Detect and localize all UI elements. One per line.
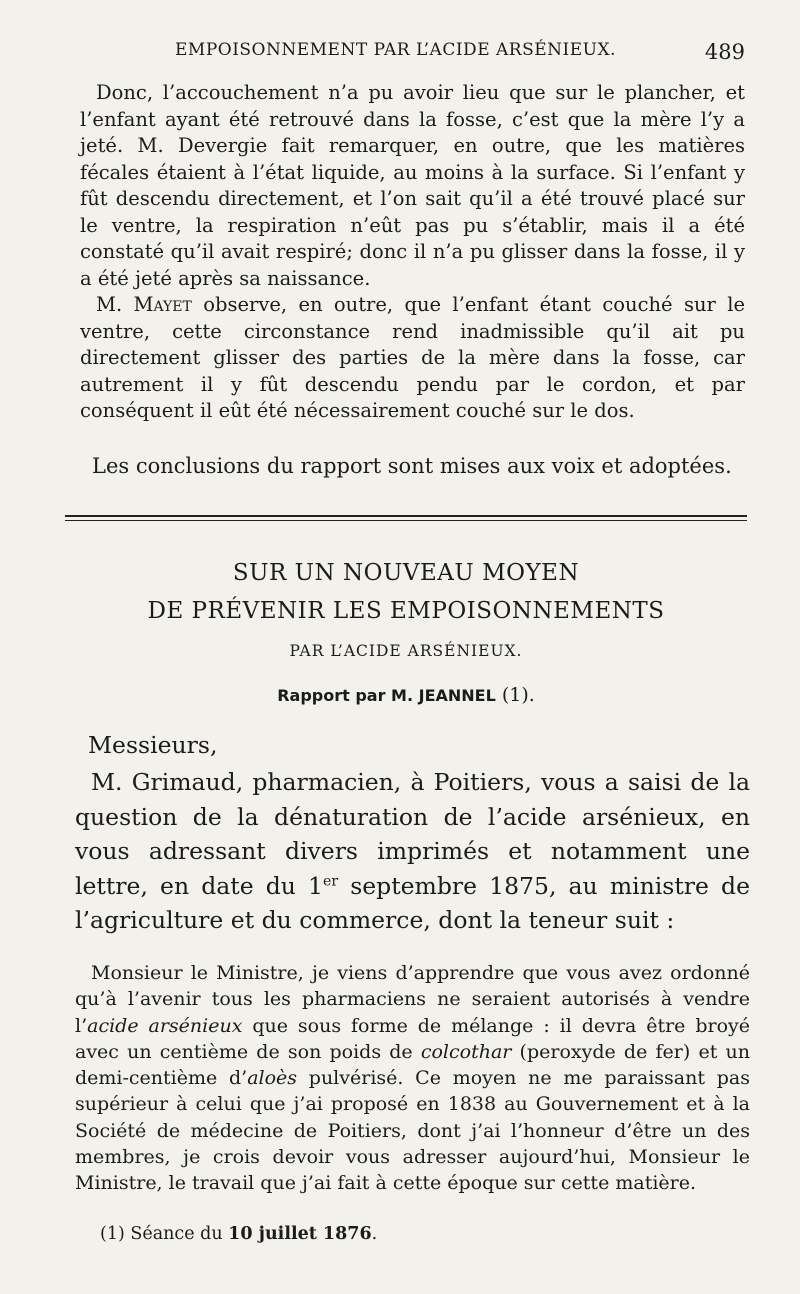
salutation: Messieurs, (88, 731, 218, 759)
quoted-letter: Monsieur le Ministre, je viens d’apprendre que vous avez ordonné qu’à l’avenir tous les pharmaciens ne seraient autorisés à vendre l’acide arsénieux que sous forme de mélange : il devra être broyé avec un centième de son poids de colcothar (peroxyde de fer) et un demi-centième d’aloès pulvérisé. Ce moyen ne me paraissant pas supérieur à celui que j’ai proposé en 1838 au Gouvernement et à la Société de médecine de Poitiers, dont j’ai l’honneur d’être un des membres, je crois devoir vous adresser aujourd’hui, Monsieur le Ministre, le travail que j’ai fait à cette époque sur cette matière. (75, 962, 750, 1195)
section-divider (65, 515, 747, 517)
paragraph: Donc, l’accouchement n’a pu avoir lieu que sur le plancher, et l’enfant ayant été retrouvé dans la fosse, c’est que la mère l’y a jeté. M. Devergie fait remarquer, en outre, que les matières fécales étaient à l’état liquide, au moins à la surface. Si l’enfant y fût descendu directement, et l’on sait qu’il a été trouvé placé sur le ventre, la respiration n’eût pas pu s’établir, mais il a été constaté qu’il avait respiré; donc il n’a pu glisser dans la fosse, il y a été jeté après sa naissance. (80, 81, 745, 290)
page-header (75, 40, 745, 70)
section-title-line-2: DE PRÉVENIR LES EMPOISONNEMENTS (147, 598, 665, 624)
intro-paragraph: M. Grimaud, pharmacien, à Poitiers, vous a saisi de la question de la dénaturation de l’acide arsénieux, en vous adressant divers imprimés et notamment une lettre, en date du 1er septembre 1875, au ministre de l’agriculture et du commerce, dont la teneur suit : (75, 768, 750, 934)
person-name: Mayet (133, 293, 192, 316)
section-title-line-3: PAR L’ACIDE ARSÉNIEUX. (289, 642, 523, 660)
report-byline: Rapport par M. JEANNEL (1). (277, 684, 535, 706)
conclusion-line: Les conclusions du rapport sont mises aux voix et adoptées. (92, 454, 732, 478)
section-divider-thin (65, 520, 747, 521)
page-number: 489 (704, 40, 745, 64)
paragraph: M. Mayet observe, en outre, que l’enfant étant couché sur le ventre, cette circonstance rend inadmissible qu’il ait pu directement glisser des parties de la mère dans la fosse, car autrement il y fût descendu pendu par le cordon, et par conséquent il eût été nécessairement couché sur le dos. (80, 293, 745, 422)
footnote: (1) Séance du 10 juillet 1876. (100, 1224, 378, 1244)
section-title-line-1: SUR UN NOUVEAU MOYEN (232, 560, 580, 586)
section-one-text (80, 80, 745, 425)
running-title: EMPOISONNEMENT PAR L’ACIDE ARSÉNIEUX. (175, 40, 616, 60)
footnote-ref: (1). (495, 684, 535, 706)
